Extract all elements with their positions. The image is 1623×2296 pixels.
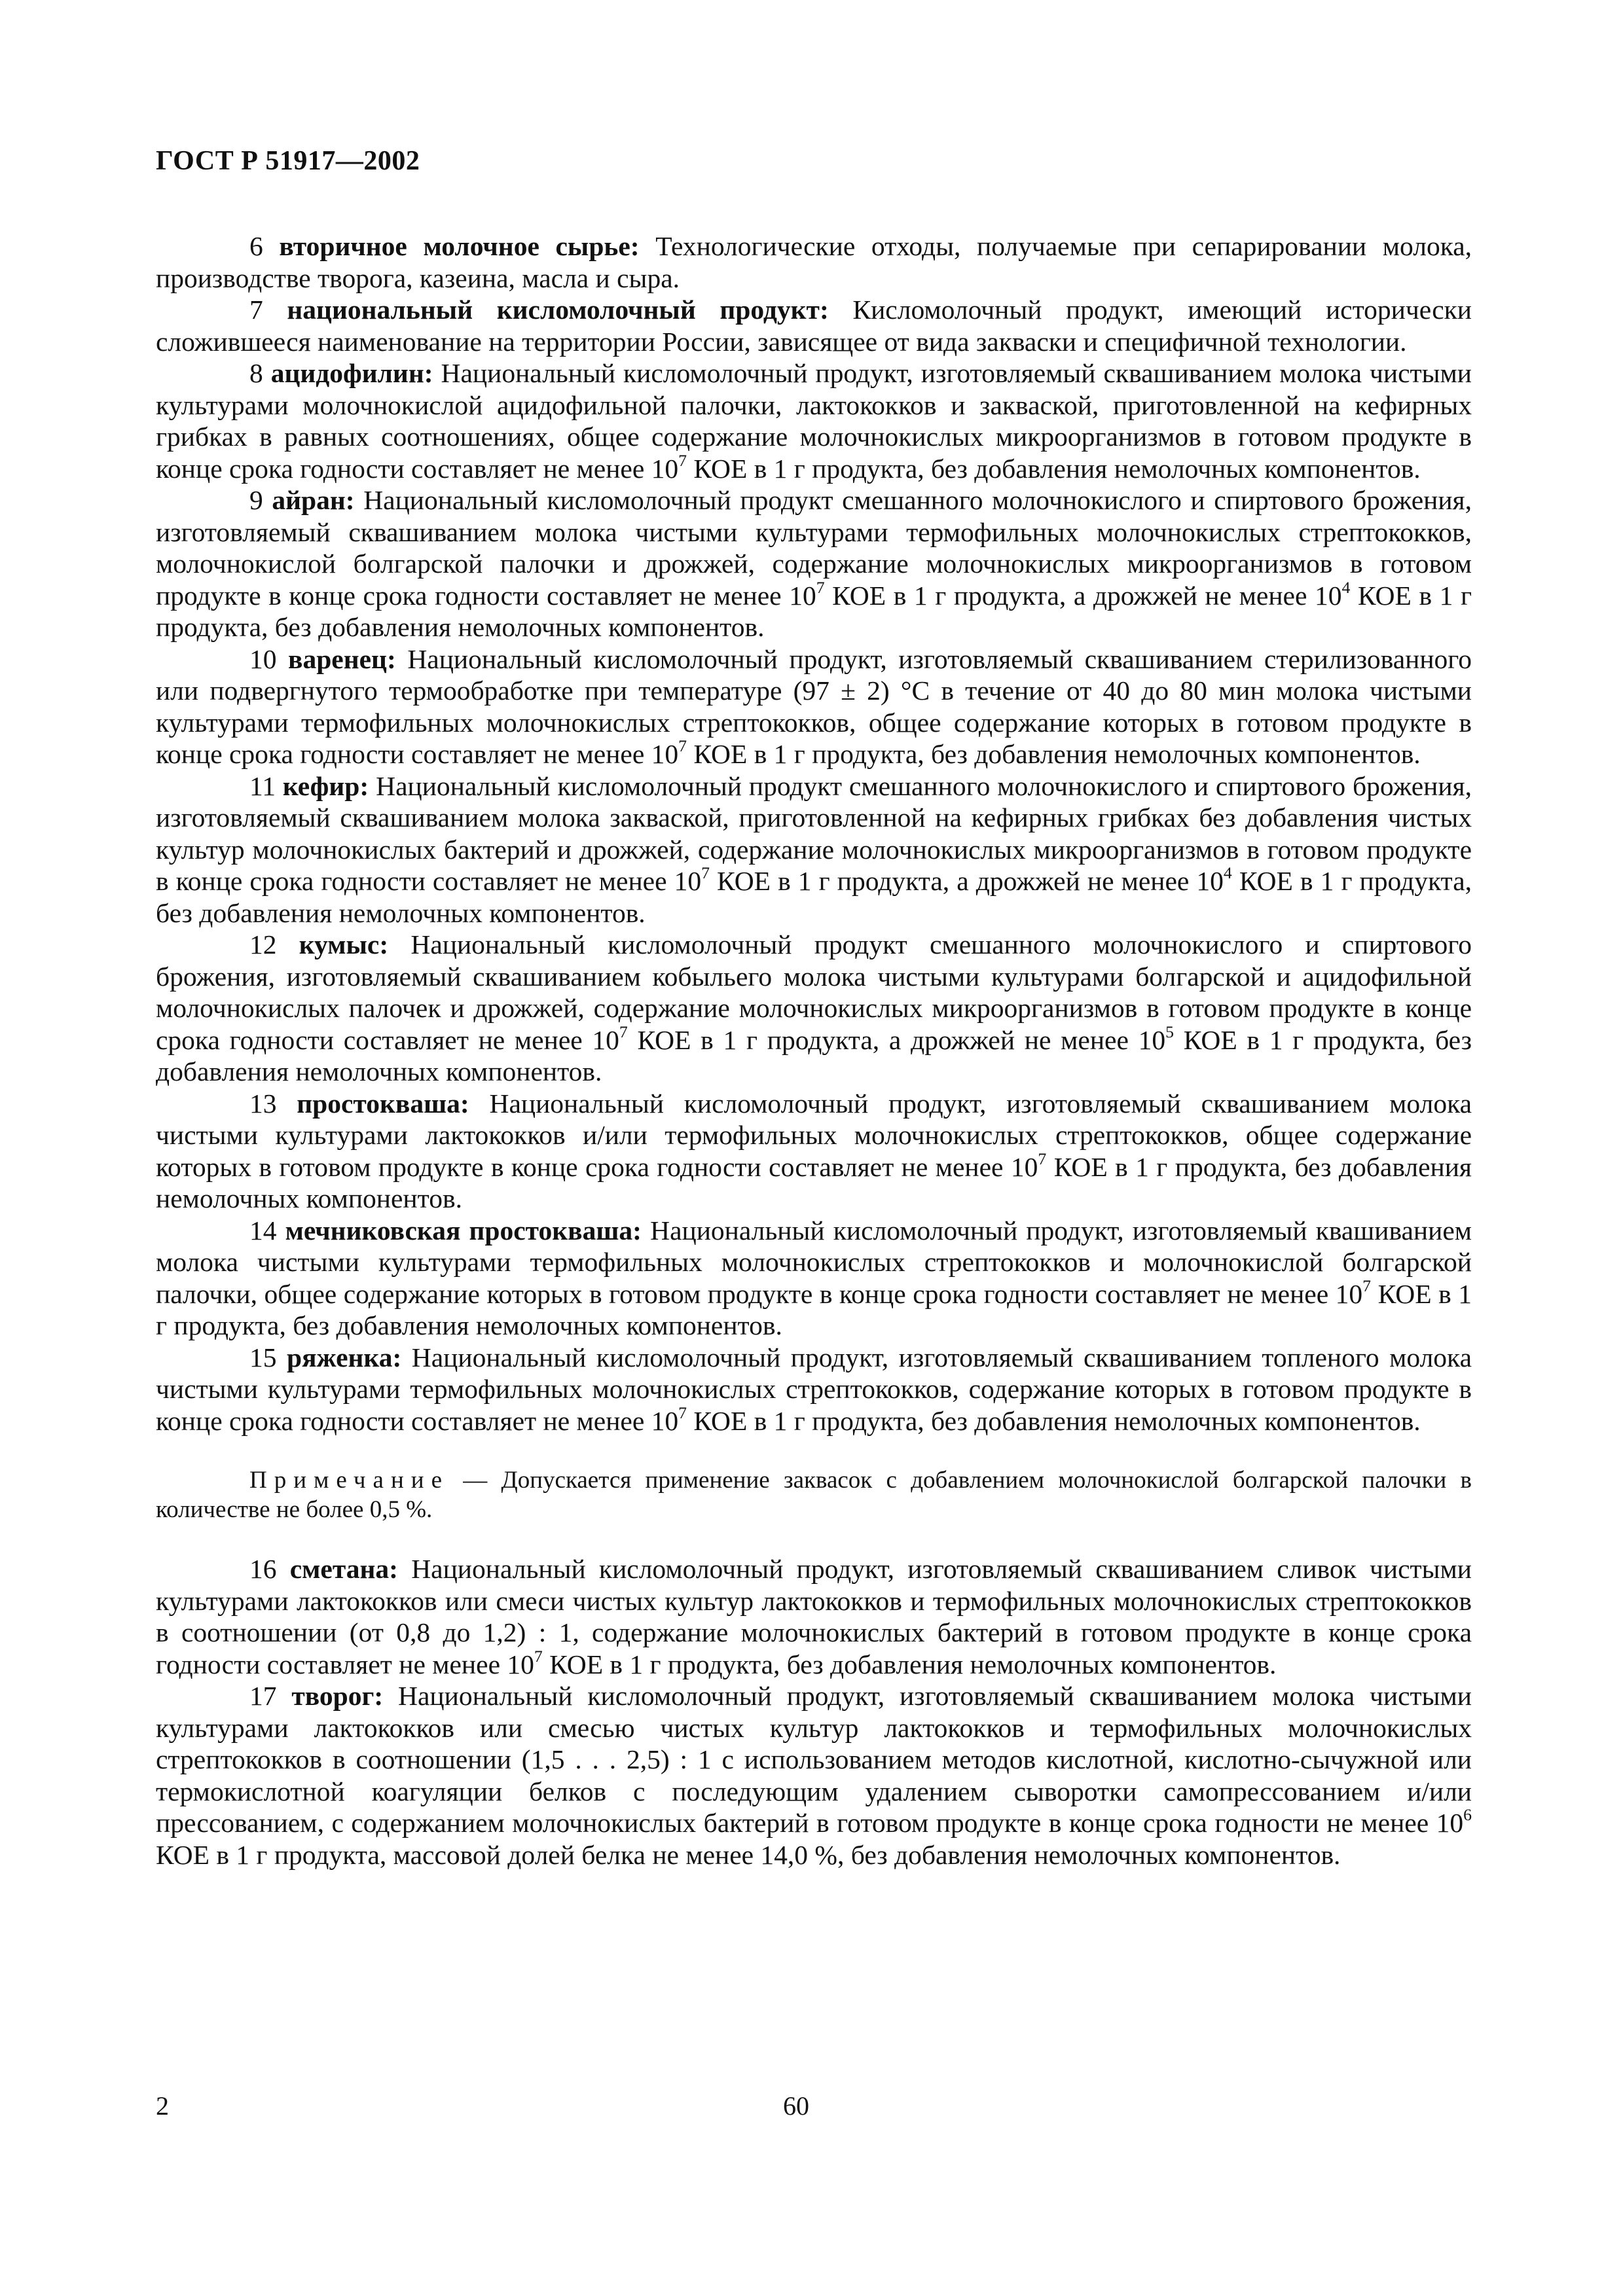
definition-number: 8 bbox=[249, 358, 263, 388]
definition-text: КОЕ в 1 г продукта, а дрожжей не менее 10 bbox=[709, 866, 1224, 896]
definition-text: Технологические отходы, получаемые при сепарировании молока, производстве творога, казеина, масла и сыра. bbox=[156, 231, 1472, 293]
exponent: 5 bbox=[1165, 1022, 1174, 1041]
definition-term: ряженка: bbox=[287, 1342, 402, 1372]
definition-text: Кисломолочный продукт, имеющий исторически сложившееся наименование на территории России, зависящее от вида закваски и специфичной технологии. bbox=[156, 295, 1472, 357]
page-number: 2 bbox=[156, 2091, 169, 2121]
definition-text: Национальный кисломолочный продукт, изготовляемый сквашиванием стерилизованного или подвергнутого термообработке при температуре (97 ± 2) °С в течение от 40 до 80 мин молока чистыми культурами термофильных молочнокислых стрептококков, общее содержание которых в готовом продукте в конце срока годности составляет не менее 10 bbox=[156, 643, 1472, 769]
definition-text: КОЕ в 1 г продукта, без добавления немолочных компонентов. bbox=[542, 1649, 1277, 1679]
exponent: 7 bbox=[678, 450, 687, 470]
exponent: 7 bbox=[534, 1646, 543, 1666]
definition-number: 12 bbox=[249, 929, 277, 960]
definition-text: Национальный кисломолочный продукт смешанного молочнокислого и спиртового брожения, изготовляемый сквашиванием молока закваской, приготовленной на кефирных грибках без добавления чистых культур молочнокислых бактерий и дрожжей, содержание молочнокислых микроорганизмов в готовом продукте в конце срока годности составляет не менее 10 bbox=[156, 770, 1472, 896]
exponent: 7 bbox=[678, 1403, 687, 1422]
definition-text: Национальный кисломолочный продукт, изготовляемый сквашиванием сливок чистыми культурами лактококков или смеси чистых культур лактококков и термофильных молочнокислых стрептококков в соотношении (от 0,8 до 1,2) : 1, содержание молочнокислых бактерий в готовом продукте в конце срока годности составляет не менее 10 bbox=[156, 1554, 1472, 1679]
definition-paragraph bbox=[156, 1553, 1472, 1680]
definition-term: айран: bbox=[272, 485, 355, 515]
definition-text: КОЕ в 1 г продукта, без добавления немолочных компонентов. bbox=[687, 453, 1421, 484]
definition-text: КОЕ в 1 г продукта, без добавления немолочных компонентов. bbox=[156, 866, 1472, 928]
definition-text: КОЕ в 1 г продукта, а дрожжей не менее 10 bbox=[824, 580, 1342, 611]
exponent: 7 bbox=[701, 863, 710, 882]
definition-term: кумыс: bbox=[299, 929, 389, 960]
definition-term: кефир: bbox=[282, 770, 369, 801]
definition-text: КОЕ в 1 г продукта, без добавления немолочных компонентов. bbox=[156, 1278, 1472, 1340]
exponent: 4 bbox=[1223, 863, 1232, 882]
definitions-list-continued bbox=[156, 1553, 1472, 1871]
definition-text: КОЕ в 1 г продукта, массовой долей белка не менее 14,0 %, без добавления немолочных компонентов. bbox=[156, 1839, 1341, 1870]
definition-term: сметана: bbox=[289, 1554, 398, 1584]
definition-text: Национальный кисломолочный продукт, изготовляемый сквашиванием молока чистыми культурами молочнокислой ацидофильной палочки, лактококков и закваской, приготовленной на кефирных грибках в равных соотношениях, общее содержание молочнокислых микроорганизмов в готовом продукте в конце срока годности составляет не менее 10 bbox=[156, 358, 1472, 484]
sheet-number: 60 bbox=[783, 2091, 809, 2121]
definition-paragraph bbox=[156, 1680, 1472, 1871]
definition-text: Национальный кисломолочный продукт, изготовляемый сквашиванием топленого молока чистыми культурами термофильных молочнокислых стрептококков, содержание которых в готовом продукте в конце срока годности составляет не менее 10 bbox=[156, 1342, 1472, 1436]
definition-text: Национальный кисломолочный продукт, изготовляемый сквашиванием молока чистыми культурами лактококков и/или термофильных молочнокислых стрептококков, общее содержание которых в готовом продукте в конце срока годности составляет не менее 10 bbox=[156, 1088, 1472, 1182]
document-body bbox=[156, 230, 1472, 1871]
definition-term: варенец: bbox=[288, 643, 396, 674]
definition-term: творог: bbox=[291, 1681, 384, 1711]
definition-paragraph bbox=[156, 770, 1472, 929]
definition-text: КОЕ в 1 г продукта, без добавления немолочных компонентов. bbox=[156, 1151, 1472, 1213]
document-header: ГОСТ Р 51917—2002 bbox=[156, 146, 420, 176]
definition-number: 17 bbox=[249, 1681, 277, 1711]
definition-term: вторичное молочное сырье: bbox=[279, 231, 640, 261]
definition-paragraph bbox=[156, 929, 1472, 1088]
definition-paragraph bbox=[156, 1088, 1472, 1215]
note-text: — Допускается применение заквасок с добавлением молочнокислой болгарской палочки в количестве не более 0,5 %. bbox=[156, 1467, 1472, 1523]
note-label: Примечание bbox=[249, 1467, 449, 1494]
definition-number: 11 bbox=[249, 770, 276, 801]
definition-paragraph bbox=[156, 294, 1472, 357]
definition-term: простокваша: bbox=[297, 1088, 469, 1119]
note-paragraph bbox=[156, 1465, 1472, 1524]
definition-text: Национальный кисломолочный продукт, изготовляемый сквашиванием молока чистыми культурами лактококков или смесью чистых культур лактококков и термофильных молочнокислых стрептококков в соотношении (1,5 . . . 2,5) : 1 с использованием методов кислотной, кислотно-сычужной или термокислотной коагуляции белков с последующим удалением сыворотки самопрессованием и/или прессованием, с содержанием молочнокислых бактерий в готовом продукте в конце срока годности не менее 10 bbox=[156, 1681, 1472, 1838]
definition-term: ацидофилин: bbox=[270, 358, 433, 388]
exponent: 7 bbox=[678, 736, 687, 755]
definition-paragraph bbox=[156, 230, 1472, 294]
definition-number: 13 bbox=[249, 1088, 277, 1119]
definitions-list bbox=[156, 230, 1472, 1437]
definition-paragraph bbox=[156, 1215, 1472, 1342]
definition-text: КОЕ в 1 г продукта, без добавления немолочных компонентов. bbox=[156, 1024, 1472, 1086]
exponent: 6 bbox=[1463, 1805, 1472, 1824]
definition-number: 16 bbox=[249, 1554, 277, 1584]
definition-number: 9 bbox=[249, 485, 263, 515]
definition-number: 15 bbox=[249, 1342, 277, 1372]
definition-number: 10 bbox=[249, 643, 277, 674]
exponent: 4 bbox=[1341, 577, 1351, 597]
definition-paragraph bbox=[156, 357, 1472, 484]
definition-text: КОЕ в 1 г продукта, без добавления немолочных компонентов. bbox=[687, 739, 1421, 769]
exponent: 7 bbox=[816, 577, 825, 597]
definition-term: национальный кисломолочный продукт: bbox=[287, 295, 829, 325]
definition-text: Национальный кисломолочный продукт, изготовляемый квашиванием молока чистыми культурами термофильных молочнокислых стрептококков и молочнокислой болгарской палочки, общее содержание которых в готовом продукте в конце срока годности составляет не менее 10 bbox=[156, 1215, 1472, 1309]
definition-term: мечниковская простокваша: bbox=[285, 1215, 642, 1246]
definition-paragraph bbox=[156, 643, 1472, 770]
definition-text: Национальный кисломолочный продукт смешанного молочнокислого и спиртового брожения, изготовляемый сквашиванием кобыльего молока чистыми культурами болгарской и ацидофильной молочнокислых палочек и дрожжей, содержание молочнокислых микроорганизмов в готовом продукте в конце срока годности составляет не менее 10 bbox=[156, 929, 1472, 1055]
definition-paragraph bbox=[156, 484, 1472, 643]
definition-paragraph bbox=[156, 1342, 1472, 1437]
exponent: 7 bbox=[1362, 1276, 1372, 1295]
definition-text: Национальный кисломолочный продукт смешанного молочнокислого и спиртового брожения, изготовляемый сквашиванием молока чистыми культурами термофильных молочнокислых стрептококков, молочнокислой болгарской палочки и дрожжей, содержание молочнокислых микроорганизмов в готовом продукте в конце срока годности составляет не менее 10 bbox=[156, 485, 1472, 611]
definition-number: 7 bbox=[249, 295, 263, 325]
definition-number: 6 bbox=[249, 231, 263, 261]
definition-text: КОЕ в 1 г продукта, а дрожжей не менее 10 bbox=[627, 1024, 1166, 1055]
definition-number: 14 bbox=[249, 1215, 277, 1246]
definition-text: КОЕ в 1 г продукта, без добавления немолочных компонентов. bbox=[156, 580, 1472, 642]
exponent: 7 bbox=[1038, 1149, 1047, 1168]
definition-text: КОЕ в 1 г продукта, без добавления немолочных компонентов. bbox=[687, 1405, 1421, 1436]
exponent: 7 bbox=[619, 1022, 628, 1041]
